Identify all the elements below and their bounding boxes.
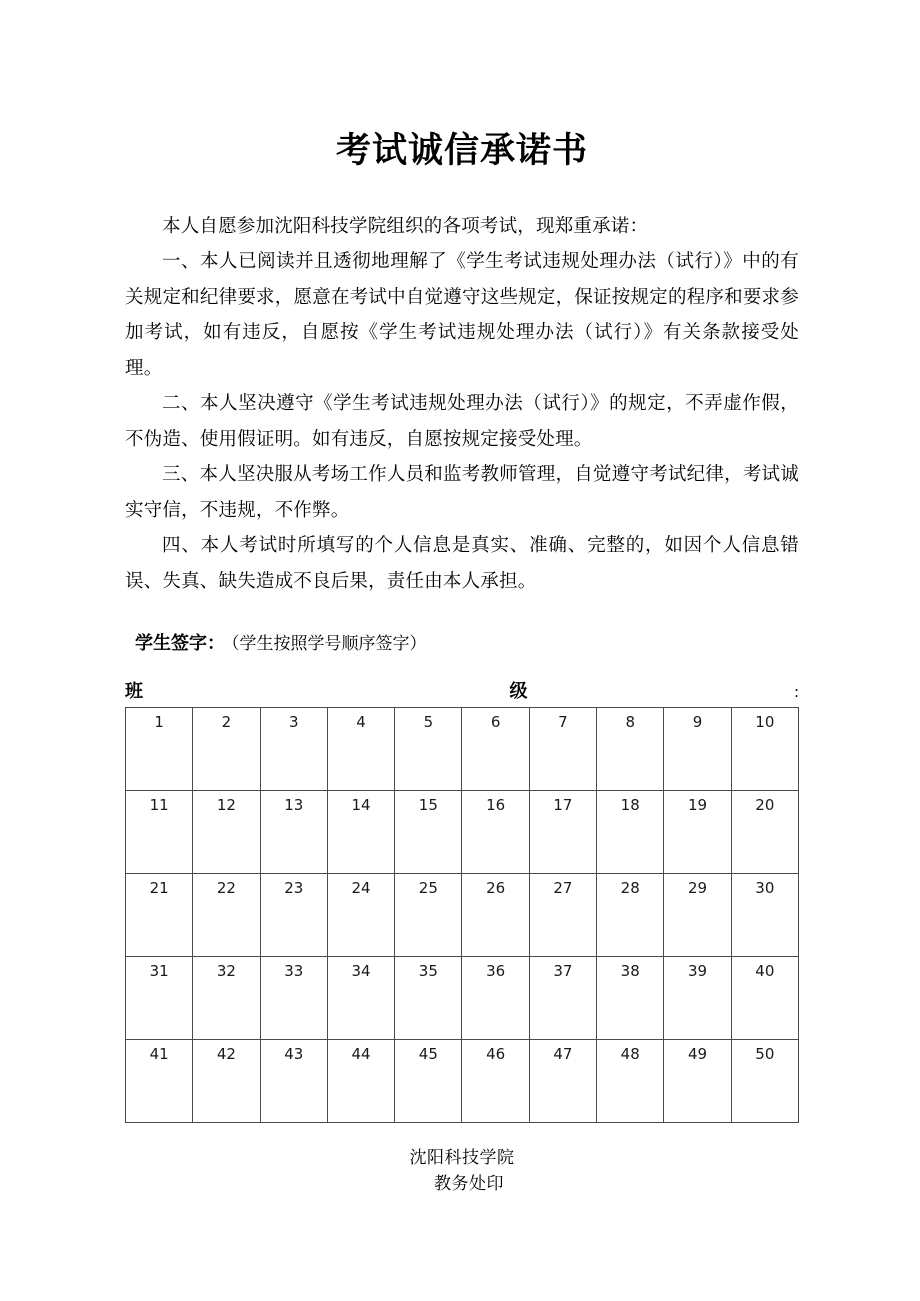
signature-cell[interactable]: 15 — [395, 791, 462, 874]
signature-cell[interactable]: 11 — [126, 791, 193, 874]
signature-cell[interactable]: 17 — [529, 791, 596, 874]
signature-cell[interactable]: 26 — [462, 874, 529, 957]
table-row — [126, 708, 799, 791]
signature-cell[interactable]: 48 — [597, 1040, 664, 1123]
student-signature-row — [125, 629, 799, 659]
signature-cell[interactable]: 22 — [193, 874, 260, 957]
page-content — [125, 0, 799, 1197]
signature-cell[interactable]: 24 — [327, 874, 394, 957]
signature-cell[interactable]: 38 — [597, 957, 664, 1040]
signature-cell[interactable]: 8 — [597, 708, 664, 791]
footer-office-seal: 教务处印 — [434, 1174, 504, 1195]
signature-grid-body — [126, 708, 799, 1123]
signature-cell[interactable]: 49 — [664, 1040, 731, 1123]
signature-grid-table — [125, 707, 799, 1123]
signature-cell[interactable]: 39 — [664, 957, 731, 1040]
paragraph-intro: 本人自愿参加沈阳科技学院组织的各项考试，现郑重承诺： — [162, 215, 649, 237]
signature-cell[interactable]: 5 — [395, 708, 462, 791]
signature-cell[interactable]: 25 — [395, 874, 462, 957]
signature-cell[interactable]: 7 — [529, 708, 596, 791]
signature-cell[interactable]: 12 — [193, 791, 260, 874]
signature-cell[interactable]: 19 — [664, 791, 731, 874]
signature-cell[interactable]: 37 — [529, 957, 596, 1040]
signature-cell[interactable]: 31 — [126, 957, 193, 1040]
signature-cell[interactable]: 46 — [462, 1040, 529, 1123]
signature-cell[interactable]: 36 — [462, 957, 529, 1040]
signature-cell[interactable]: 9 — [664, 708, 731, 791]
signature-cell[interactable]: 20 — [731, 791, 798, 874]
signature-cell[interactable]: 44 — [327, 1040, 394, 1123]
table-row — [126, 957, 799, 1040]
signature-cell[interactable]: 42 — [193, 1040, 260, 1123]
signature-cell[interactable]: 35 — [395, 957, 462, 1040]
signature-cell[interactable]: 2 — [193, 708, 260, 791]
signature-cell[interactable]: 40 — [731, 957, 798, 1040]
signature-cell[interactable]: 18 — [597, 791, 664, 874]
signature-cell[interactable]: 28 — [597, 874, 664, 957]
class-field-part2: 级 — [509, 681, 528, 703]
signature-cell[interactable]: 1 — [126, 708, 193, 791]
class-field-colon: : — [793, 683, 799, 702]
table-row — [126, 1040, 799, 1123]
signature-cell[interactable]: 34 — [327, 957, 394, 1040]
student-signature-note: （学生按照学号顺序签字） — [231, 634, 427, 655]
signature-cell[interactable]: 47 — [529, 1040, 596, 1123]
paragraph-clause-4: 四、本人考试时所填写的个人信息是真实、准确、完整的，如因个人信息错误、失真、缺失造成不良后果，责任由本人承担。 — [125, 535, 799, 592]
paragraph-clause-2: 二、本人坚决遵守《学生考试违规处理办法（试行）》的规定，不弄虚作假，不伪造、使用假证明。如有违反，自愿按规定接受处理。 — [125, 393, 799, 450]
signature-cell[interactable]: 10 — [731, 708, 798, 791]
signature-cell[interactable]: 16 — [462, 791, 529, 874]
signature-cell[interactable]: 41 — [126, 1040, 193, 1123]
footer-institution: 沈阳科技学院 — [409, 1148, 515, 1169]
table-row — [126, 874, 799, 957]
signature-cell[interactable]: 21 — [126, 874, 193, 957]
signature-cell[interactable]: 3 — [260, 708, 327, 791]
signature-cell[interactable]: 29 — [664, 874, 731, 957]
class-field-part1: 班 — [125, 681, 143, 703]
signature-cell[interactable]: 32 — [193, 957, 260, 1040]
signature-cell[interactable]: 27 — [529, 874, 596, 957]
signature-cell[interactable]: 14 — [327, 791, 394, 874]
signature-cell[interactable]: 13 — [260, 791, 327, 874]
paragraph-clause-3: 三、本人坚决服从考场工作人员和监考教师管理，自觉遵守考试纪律，考试诚实守信，不违规，不作弊。 — [125, 464, 799, 521]
document-footer — [125, 1145, 799, 1197]
signature-cell[interactable]: 30 — [731, 874, 798, 957]
signature-cell[interactable]: 6 — [462, 708, 529, 791]
page-title: 考试诚信承诺书 — [335, 131, 588, 171]
table-row — [126, 791, 799, 874]
signature-cell[interactable]: 43 — [260, 1040, 327, 1123]
signature-cell[interactable]: 45 — [395, 1040, 462, 1123]
paragraph-clause-1: 一、本人已阅读并且透彻地理解了《学生考试违规处理办法（试行）》中的有关规定和纪律要求，愿意在考试中自觉遵守这些规定，保证按规定的程序和要求参加考试，如有违反，自愿按《学生考试违规处理办法（试行）》有关条款接受处理。 — [125, 251, 799, 379]
student-signature-label: 学生签字： — [135, 633, 225, 655]
class-field-line — [125, 681, 799, 703]
signature-cell[interactable]: 23 — [260, 874, 327, 957]
body-text-block — [125, 209, 799, 600]
signature-cell[interactable]: 33 — [260, 957, 327, 1040]
signature-cell[interactable]: 4 — [327, 708, 394, 791]
signature-cell[interactable]: 50 — [731, 1040, 798, 1123]
